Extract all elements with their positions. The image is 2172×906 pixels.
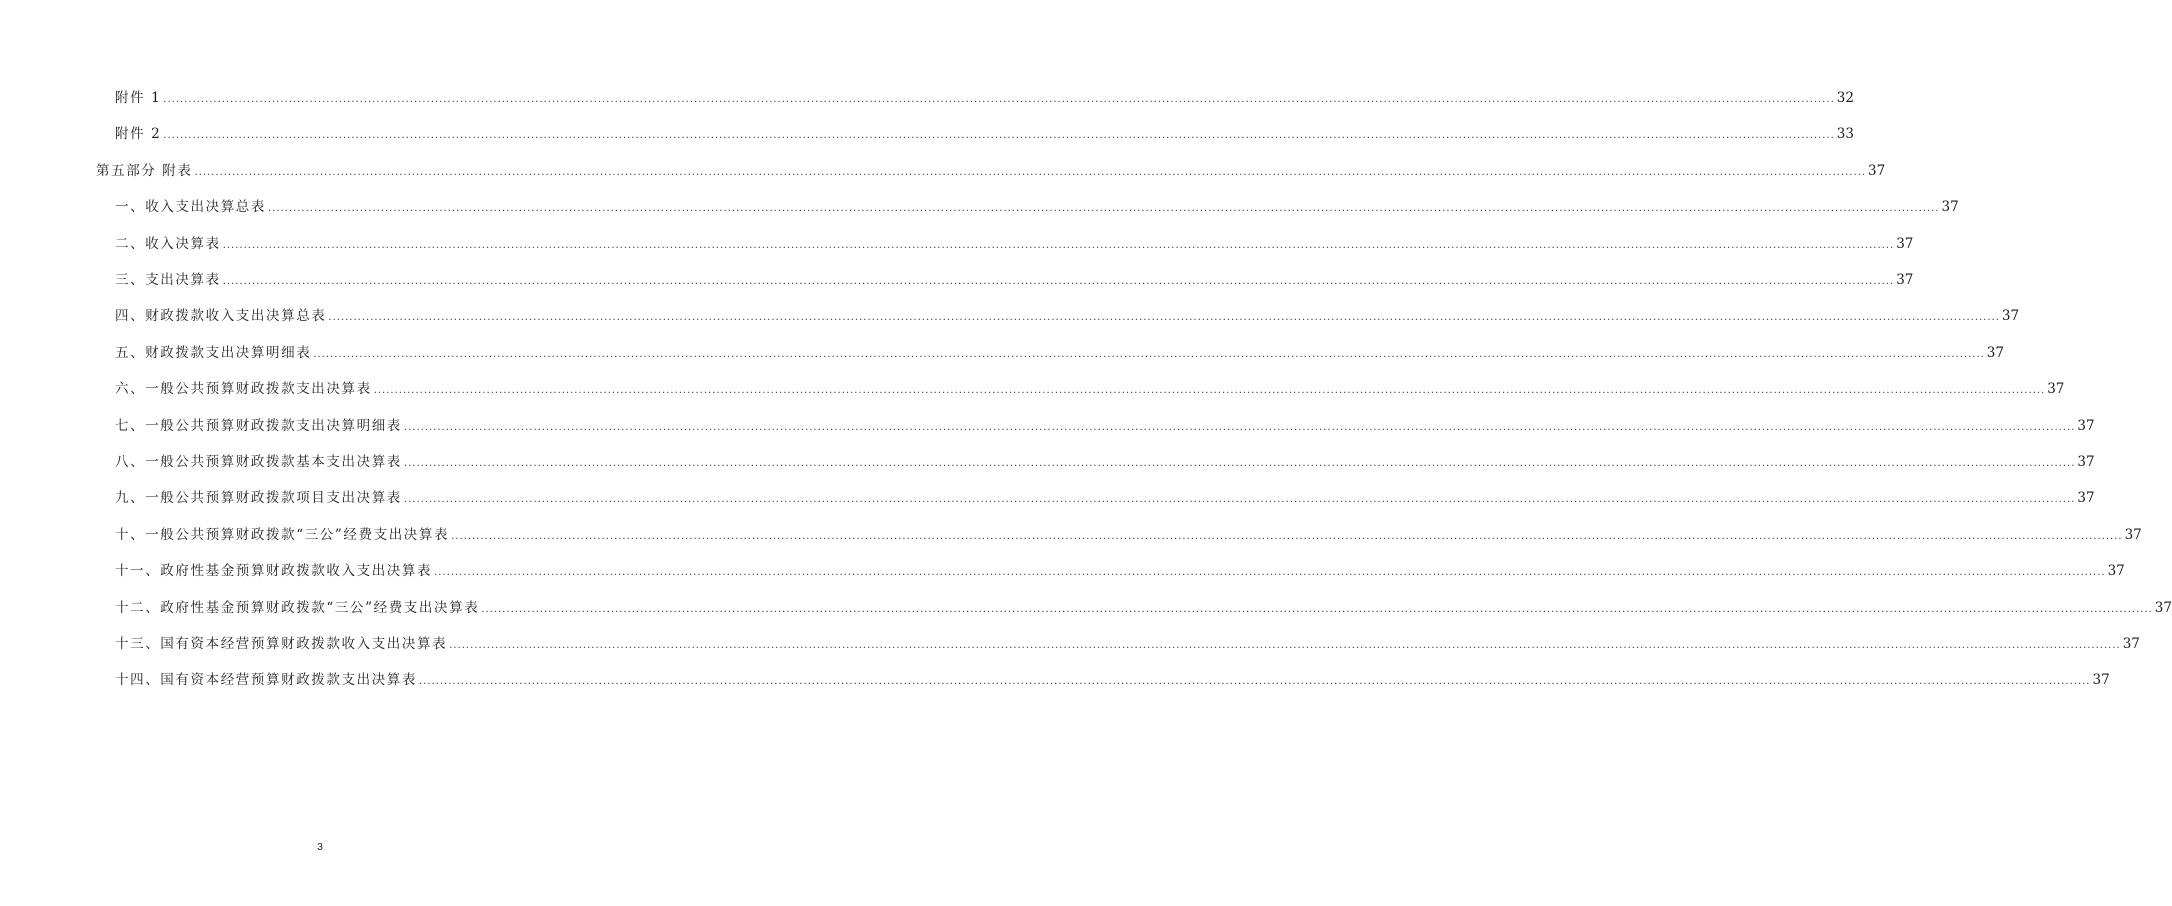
toc-leader-dots: ................................................................................................................................................................................................................................................................................................................................................................................................................ [449, 640, 2121, 651]
toc-entry-page: 37 [2077, 417, 2095, 434]
toc-entry-label: 三、支出决算表 [115, 272, 221, 288]
toc-entry[interactable] [115, 271, 1914, 291]
toc-entry-page: 37 [2107, 563, 2125, 580]
toc-entry-page: 37 [2001, 308, 2020, 325]
toc-leader-dots: ................................................................................................................................................................................................................................................................................................................................................................................................................ [313, 348, 1985, 360]
toc-entry-page: 37 [2092, 672, 2110, 689]
toc-entry-label: 四、财政拨款收入支出决算总表 [115, 308, 327, 325]
toc-leader-dots: ................................................................................................................................................................................................................................................................................................................................................................................................................ [403, 494, 2076, 506]
toc-entry[interactable] [115, 125, 1854, 145]
toc-entry-label: 附件 1 [115, 90, 162, 106]
toc-entry[interactable] [115, 344, 2004, 364]
toc-entry-page: 37 [1896, 235, 1914, 252]
toc-entry-page: 37 [2047, 381, 2065, 398]
toc-entry-label: 十二、政府性基金预算财政拨款“三公”经费支出决算表 [115, 599, 480, 616]
toc-entry-label: 二、收入决算表 [115, 235, 221, 252]
toc-entry-label: 八、一般公共预算财政拨款基本支出决算表 [115, 454, 402, 470]
toc-entry[interactable] [115, 562, 2125, 582]
toc-entry-label: 六、一般公共预算财政拨款支出决算表 [115, 381, 372, 398]
toc-leader-dots: ................................................................................................................................................................................................................................................................................................................................................................................................................ [163, 94, 1835, 105]
toc-entry-page: 37 [1941, 199, 1959, 216]
toc-entry-label: 九、一般公共预算财政拨款项目支出决算表 [115, 490, 402, 507]
toc-entry-label: 七、一般公共预算财政拨款支出决算明细表 [115, 417, 402, 434]
toc-entry[interactable] [96, 162, 1886, 182]
toc-entry[interactable] [115, 635, 2140, 655]
toc-leader-dots: ................................................................................................................................................................................................................................................................................................................................................................................................................ [403, 458, 2076, 469]
toc-entry[interactable] [115, 89, 1854, 109]
toc-leader-dots: ................................................................................................................................................................................................................................................................................................................................................................................................................ [194, 166, 1866, 178]
toc-leader-dots: ................................................................................................................................................................................................................................................................................................................................................................................................................ [268, 203, 1940, 215]
toc-entry[interactable] [115, 599, 2172, 619]
toc-entry-page: 37 [2124, 526, 2142, 543]
toc-entry-label: 十三、国有资本经营预算财政拨款收入支出决算表 [115, 636, 448, 652]
toc-entry[interactable] [115, 198, 1959, 218]
toc-leader-dots: ................................................................................................................................................................................................................................................................................................................................................................................................................ [403, 421, 2076, 433]
page-number: 3 [317, 842, 323, 853]
toc-entry-label: 十一、政府性基金预算财政拨款收入支出决算表 [115, 563, 433, 580]
toc-entry-label: 五、财政拨款支出决算明细表 [115, 344, 312, 361]
toc-leader-dots: ................................................................................................................................................................................................................................................................................................................................................................................................................ [222, 276, 1895, 287]
toc-entry-page: 37 [1896, 272, 1914, 288]
toc-entry-page: 37 [1986, 344, 2004, 361]
toc-leader-dots: ................................................................................................................................................................................................................................................................................................................................................................................................................ [434, 567, 2106, 579]
toc-entry[interactable] [115, 489, 2095, 509]
toc-leader-dots: ................................................................................................................................................................................................................................................................................................................................................................................................................ [451, 530, 2123, 542]
toc-entry-label: 第五部分 附表 [96, 162, 193, 179]
toc-entry-page: 33 [1836, 126, 1854, 143]
toc-entry-label: 附件 2 [115, 126, 162, 143]
toc-entry-page: 37 [2122, 636, 2140, 652]
toc-entry-page: 37 [1867, 162, 1886, 179]
toc-entry[interactable] [115, 380, 2065, 400]
toc-leader-dots: ................................................................................................................................................................................................................................................................................................................................................................................................................ [373, 385, 2046, 397]
toc-entry-label: 十四、国有资本经营预算财政拨款支出决算表 [115, 672, 417, 689]
toc-entry-label: 一、收入支出决算总表 [115, 199, 266, 216]
toc-leader-dots: ................................................................................................................................................................................................................................................................................................................................................................................................................ [481, 603, 2153, 615]
toc-entry-page: 37 [2077, 454, 2095, 470]
toc-entry[interactable] [115, 417, 2095, 437]
toc-leader-dots: ................................................................................................................................................................................................................................................................................................................................................................................................................ [163, 130, 1835, 142]
toc-entry-label: 十、一般公共预算财政拨款“三公”经费支出决算表 [115, 526, 450, 543]
toc-leader-dots: ................................................................................................................................................................................................................................................................................................................................................................................................................ [328, 312, 2000, 324]
toc-entry-page: 37 [2154, 599, 2172, 616]
toc-entry-page: 37 [2077, 490, 2095, 507]
toc-leader-dots: ................................................................................................................................................................................................................................................................................................................................................................................................................ [222, 239, 1895, 251]
toc-entry[interactable] [115, 307, 2020, 327]
toc-entry[interactable] [115, 671, 2110, 691]
toc-leader-dots: ................................................................................................................................................................................................................................................................................................................................................................................................................ [419, 676, 2091, 688]
toc-entry-page: 32 [1836, 90, 1854, 106]
toc-entry[interactable] [115, 526, 2142, 546]
toc-entry[interactable] [115, 235, 1914, 255]
toc-entry[interactable] [115, 453, 2095, 473]
